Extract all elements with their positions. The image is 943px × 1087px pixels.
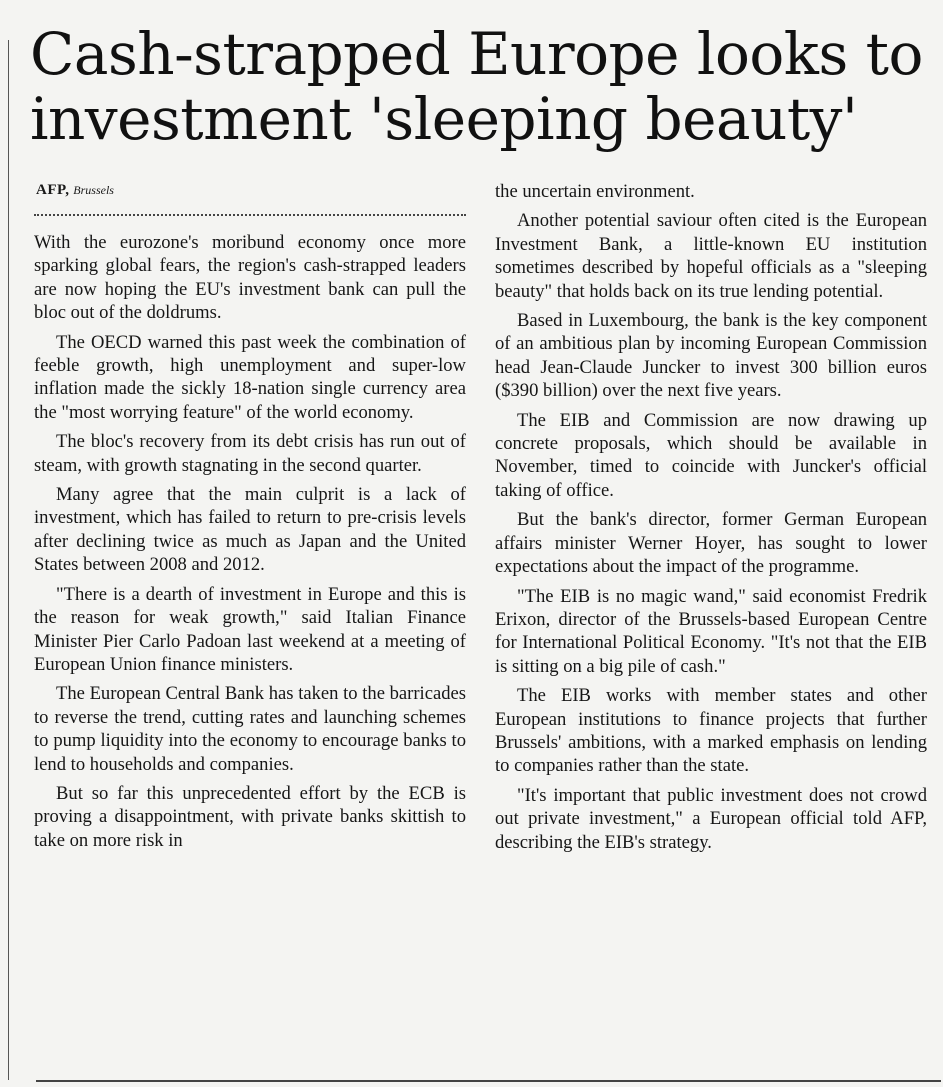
- paragraph: Many agree that the main culprit is a lack of investment, which has failed to return to pre-crisis levels after declining twice as much as Japan and the United States between 2008 and 2012.: [34, 484, 466, 576]
- paragraph: But the bank's director, former German European affairs minister Werner Hoyer, has sought to lower expectations about the impact of the programme.: [495, 509, 927, 578]
- left-column: [34, 231, 466, 858]
- paragraph: "The EIB is no magic wand," said economist Fredrik Erixon, director of the Brussels-based European Centre for International Political Economy. "It's not that the EIB is sitting on a big pile of cash.": [495, 585, 927, 677]
- dotted-separator: [34, 214, 466, 216]
- paragraph: The bloc's recovery from its debt crisis has run out of steam, with growth stagnating in the second quarter.: [34, 431, 466, 476]
- byline-city: Brussels: [73, 183, 114, 197]
- bottom-rule: [36, 1080, 941, 1082]
- paragraph: But so far this unprecedented effort by the ECB is proving a disappointment, with private banks skittish to take on more risk in: [34, 782, 466, 851]
- paragraph: The EIB works with member states and other European institutions to finance projects that further Brussels' ambitions, with a marked emphasis on lending to companies rather than the state.: [495, 685, 927, 777]
- right-column: [495, 180, 927, 860]
- paragraph: The OECD warned this past week the combination of feeble growth, high unemployment and super-low inflation made the sickly 18-nation single currency area the "most worrying feature" of the world economy.: [34, 331, 466, 423]
- paragraph-continued: the uncertain environment.: [495, 181, 695, 202]
- paragraph: "It's important that public investment does not crowd out private investment," a European official told AFP, describing the EIB's strategy.: [495, 784, 927, 853]
- byline-agency: AFP,: [36, 182, 70, 198]
- headline: Cash-strapped Europe looks to investment 'sleeping beauty': [30, 20, 923, 153]
- paragraph: Another potential saviour often cited is the European Investment Bank, a little-known EU institution sometimes described by hopeful officials as a "sleeping beauty" that holds back on its true lending potential.: [495, 210, 927, 302]
- paragraph: The EIB and Commission are now drawing up concrete proposals, which should be available in November, timed to coincide with Juncker's official taking of office.: [495, 409, 927, 501]
- left-border-rule: [8, 40, 9, 1080]
- paragraph: The European Central Bank has taken to the barricades to reverse the trend, cutting rates and launching schemes to pump liquidity into the economy to encourage banks to lend to households and companies.: [34, 683, 466, 775]
- paragraph: Based in Luxembourg, the bank is the key component of an ambitious plan by incoming European Commission head Jean-Claude Juncker to invest 300 billion euros ($390 billion) over the next five years.: [495, 310, 927, 402]
- paragraph: With the eurozone's moribund economy once more sparking global fears, the region's cash-strapped leaders are now hoping the EU's investment bank can pull the bloc out of the doldrums.: [34, 232, 466, 324]
- paragraph: "There is a dearth of investment in Europe and this is the reason for weak growth," said Italian Finance Minister Pier Carlo Padoan last weekend at a meeting of European Union finance ministers.: [34, 583, 466, 675]
- byline: [36, 182, 114, 199]
